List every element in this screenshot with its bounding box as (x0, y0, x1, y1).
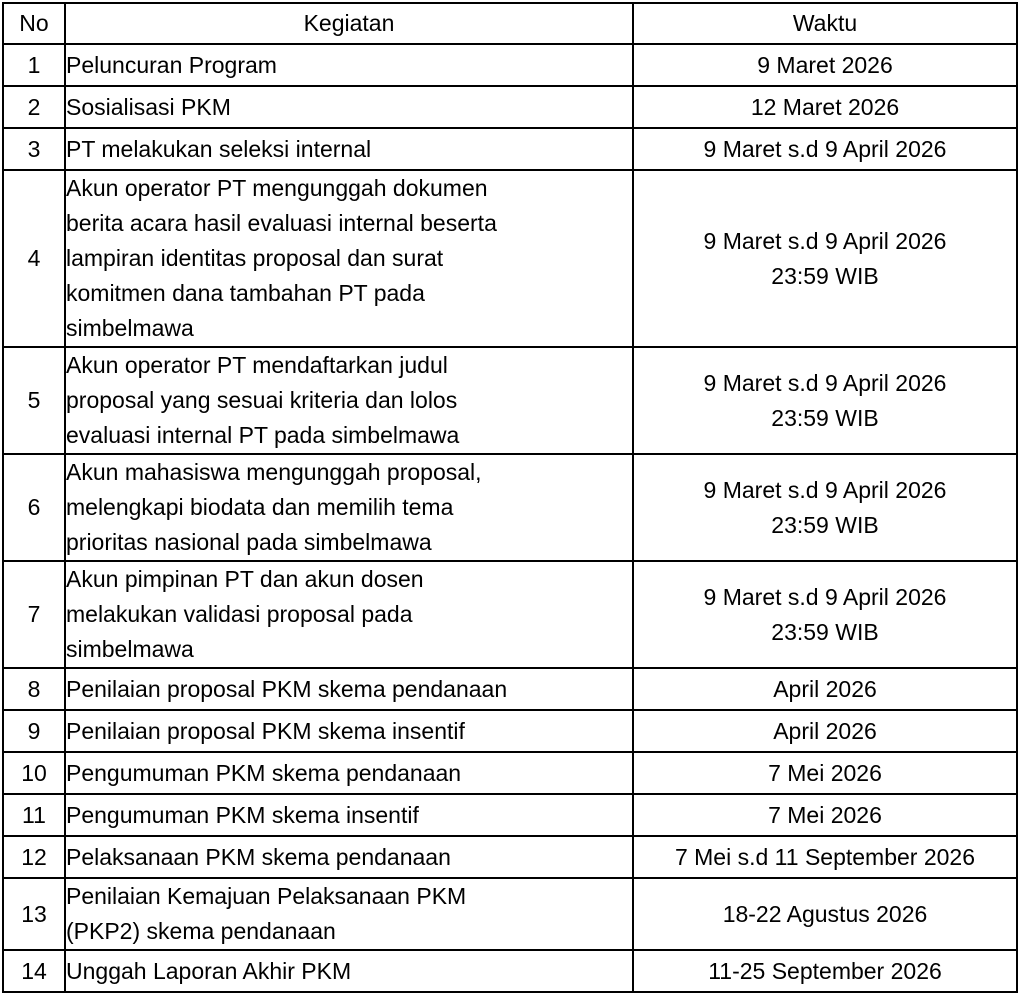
row-number-cell: 10 (3, 752, 65, 794)
activity-line: Akun mahasiswa mengunggah proposal, (66, 459, 482, 485)
table-row (3, 86, 1017, 128)
activity-line: komitmen dana tambahan PT pada (66, 280, 425, 306)
table-row (3, 878, 1017, 950)
column-header-no: No (3, 3, 65, 44)
time-cell (633, 86, 1017, 128)
activity-line: proposal yang sesuai kriteria dan lolos (66, 387, 458, 413)
activity-cell (65, 752, 633, 794)
activity-cell (65, 86, 633, 128)
column-header-kegiatan: Kegiatan (65, 3, 633, 44)
time-cell (633, 752, 1017, 794)
activity-cell (65, 128, 633, 170)
column-header-waktu: Waktu (633, 3, 1017, 44)
table-row (3, 710, 1017, 752)
time-line: 23:59 WIB (771, 618, 879, 645)
activity-line: (PKP2) skema pendanaan (66, 918, 336, 944)
activity-line: prioritas nasional pada simbelmawa (66, 529, 432, 555)
activity-cell (65, 878, 633, 950)
time-line: 12 Maret 2026 (750, 93, 900, 120)
time-cell (633, 454, 1017, 561)
activity-line: Sosialisasi PKM (66, 93, 231, 120)
table-row (3, 950, 1017, 992)
activity-line: simbelmawa (66, 636, 194, 662)
table-body (3, 44, 1017, 992)
row-number-cell: 6 (3, 454, 65, 561)
time-line: 9 Maret s.d 9 April 2026 (703, 227, 947, 254)
activity-line: Akun pimpinan PT dan akun dosen (66, 566, 424, 592)
activity-cell (65, 347, 633, 454)
activity-line: Akun operator PT mendaftarkan judul (66, 352, 448, 378)
table-row (3, 454, 1017, 561)
time-cell (633, 561, 1017, 668)
time-line: 11-25 September 2026 (708, 957, 942, 984)
time-line: April 2026 (773, 717, 877, 744)
activity-line: Unggah Laporan Akhir PKM (66, 957, 352, 984)
table-row (3, 752, 1017, 794)
activity-line: Pengumuman PKM skema pendanaan (66, 759, 462, 786)
activity-line: evaluasi internal PT pada simbelmawa (66, 422, 460, 448)
table-row (3, 128, 1017, 170)
row-number-cell: 11 (3, 794, 65, 836)
activity-line: Peluncuran Program (66, 51, 277, 78)
time-line: 9 Maret s.d 9 April 2026 (703, 135, 947, 162)
activity-cell (65, 710, 633, 752)
time-line: 7 Mei 2026 (768, 801, 882, 828)
activity-line: Penilaian Kemajuan Pelaksanaan PKM (66, 883, 467, 909)
activity-line: melakukan validasi proposal pada (66, 601, 413, 627)
activity-cell (65, 668, 633, 710)
time-line: 23:59 WIB (771, 511, 879, 538)
table-header (3, 3, 1017, 44)
time-cell (633, 128, 1017, 170)
time-cell (633, 794, 1017, 836)
time-line: 23:59 WIB (771, 262, 879, 289)
time-line: 9 Maret s.d 9 April 2026 (703, 476, 947, 503)
schedule-table (2, 2, 1018, 993)
activity-line: Pelaksanaan PKM skema pendanaan (66, 843, 451, 870)
time-cell (633, 170, 1017, 347)
time-line: 23:59 WIB (771, 404, 879, 431)
time-line: 18-22 Agustus 2026 (722, 900, 928, 927)
time-line: 9 Maret s.d 9 April 2026 (703, 369, 947, 396)
activity-cell (65, 44, 633, 86)
activity-cell (65, 561, 633, 668)
row-number-cell: 1 (3, 44, 65, 86)
time-cell (633, 878, 1017, 950)
activity-line: PT melakukan seleksi internal (66, 135, 372, 162)
activity-line: Penilaian proposal PKM skema insentif (66, 717, 465, 744)
time-cell (633, 950, 1017, 992)
row-number-cell: 3 (3, 128, 65, 170)
time-cell (633, 44, 1017, 86)
activity-line: simbelmawa (66, 315, 194, 341)
activity-cell (65, 794, 633, 836)
table-row (3, 347, 1017, 454)
table-row (3, 794, 1017, 836)
time-cell (633, 668, 1017, 710)
activity-line: Akun operator PT mengunggah dokumen (66, 175, 488, 201)
row-number-cell: 4 (3, 170, 65, 347)
table-row (3, 836, 1017, 878)
header-row (3, 3, 1017, 44)
activity-line: Penilaian proposal PKM skema pendanaan (66, 675, 508, 702)
activity-cell (65, 454, 633, 561)
row-number-cell: 7 (3, 561, 65, 668)
time-cell (633, 710, 1017, 752)
time-cell (633, 836, 1017, 878)
activity-line: berita acara hasil evaluasi internal beserta (66, 210, 497, 236)
row-number-cell: 5 (3, 347, 65, 454)
row-number-cell: 13 (3, 878, 65, 950)
time-line: April 2026 (773, 675, 877, 702)
time-line: 7 Mei s.d 11 September 2026 (674, 843, 976, 870)
activity-cell (65, 836, 633, 878)
row-number-cell: 2 (3, 86, 65, 128)
activity-line: melengkapi biodata dan memilih tema (66, 494, 454, 520)
time-line: 9 Maret s.d 9 April 2026 (703, 583, 947, 610)
row-number-cell: 9 (3, 710, 65, 752)
activity-line: Pengumuman PKM skema insentif (66, 801, 419, 828)
table-row (3, 561, 1017, 668)
time-cell (633, 347, 1017, 454)
activity-cell (65, 170, 633, 347)
activity-line: lampiran identitas proposal dan surat (66, 245, 444, 271)
row-number-cell: 14 (3, 950, 65, 992)
row-number-cell: 12 (3, 836, 65, 878)
time-line: 9 Maret 2026 (757, 51, 893, 78)
table-row (3, 44, 1017, 86)
activity-cell (65, 950, 633, 992)
table-row (3, 668, 1017, 710)
row-number-cell: 8 (3, 668, 65, 710)
time-line: 7 Mei 2026 (768, 759, 882, 786)
table-row (3, 170, 1017, 347)
